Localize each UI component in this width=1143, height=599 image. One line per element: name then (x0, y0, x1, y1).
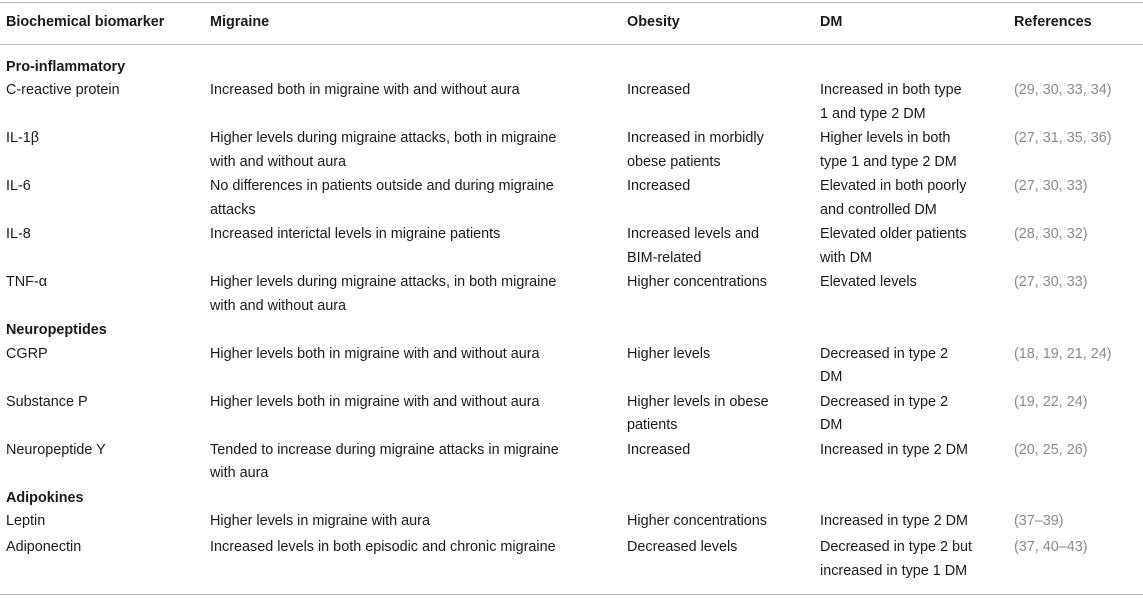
cell-dm-line: Decreased in type 2 but (820, 539, 972, 556)
cell-migraine-line: Increased levels in both episodic and chronic migraine (210, 539, 556, 556)
cell-migraine-line: with aura (210, 465, 269, 482)
cell-dm-line: Decreased in type 2 (820, 393, 948, 410)
header-rule (0, 44, 1143, 45)
cell-obesity-line: BIM-related (627, 249, 702, 266)
cell-dm-line: 1 and type 2 DM (820, 105, 926, 122)
cell-references (1014, 391, 1088, 414)
cell-migraine-line: attacks (210, 201, 256, 218)
cell-obesity (627, 439, 690, 462)
cell-migraine-line: Higher levels both in migraine with and without aura (210, 345, 540, 362)
cell-dm (820, 439, 968, 462)
cell-obesity-line: Higher concentrations (627, 274, 767, 291)
header-biochemical-biomarker: Biochemical biomarker (6, 14, 165, 30)
header-obesity: Obesity (627, 14, 680, 30)
cell-dm (820, 127, 957, 174)
header-references: References (1014, 14, 1092, 30)
cell-obesity-line: Higher levels (627, 345, 711, 362)
cell-migraine-line: with and without aura (210, 297, 346, 314)
cell-biomarker: Leptin (6, 513, 46, 530)
cell-migraine (210, 510, 430, 533)
cell-dm-line: increased in type 1 DM (820, 562, 968, 579)
cell-obesity (627, 127, 764, 174)
section-title: Neuropeptides (6, 322, 107, 339)
cell-obesity (627, 391, 769, 438)
cell-obesity-line: Increased levels and (627, 226, 759, 243)
header-migraine: Migraine (210, 14, 270, 30)
cell-migraine (210, 271, 556, 318)
cell-migraine (210, 536, 556, 559)
cell-references-line: (27, 30, 33) (1014, 178, 1088, 195)
cell-references (1014, 343, 1112, 366)
cell-dm-line: Elevated levels (820, 274, 917, 291)
cell-migraine (210, 391, 540, 414)
cell-references-line: (19, 22, 24) (1014, 393, 1088, 410)
table-top-rule (0, 2, 1143, 3)
cell-dm-line: DM (820, 369, 843, 386)
cell-references (1014, 536, 1088, 559)
cell-obesity-line: Increased (627, 82, 691, 99)
cell-migraine-line: Tended to increase during migraine attacks in migraine (210, 441, 559, 458)
cell-references (1014, 175, 1088, 198)
cell-references (1014, 510, 1064, 533)
cell-obesity-line: Increased in morbidly (627, 130, 764, 147)
cell-biomarker: Substance P (6, 393, 88, 410)
cell-dm-line: type 1 and type 2 DM (820, 153, 957, 170)
cell-references-line: (27, 30, 33) (1014, 274, 1088, 291)
cell-references-line: (18, 19, 21, 24) (1014, 345, 1112, 362)
cell-migraine-line: Higher levels during migraine attacks, in both migraine (210, 274, 557, 291)
cell-migraine-line: with and without aura (210, 153, 346, 170)
cell-migraine-line: Increased interictal levels in migraine patients (210, 226, 501, 243)
cell-migraine (210, 223, 500, 246)
cell-references (1014, 271, 1088, 294)
cell-biomarker: IL-8 (6, 226, 31, 243)
cell-dm (820, 79, 962, 126)
cell-obesity (627, 536, 737, 559)
cell-dm-line: Increased in type 2 DM (820, 441, 968, 458)
cell-migraine-line: Increased both in migraine with and without aura (210, 82, 520, 99)
cell-dm (820, 343, 948, 390)
cell-references-line: (37, 40–43) (1014, 539, 1088, 556)
section-title: Adipokines (6, 489, 84, 506)
cell-dm (820, 175, 966, 222)
cell-biomarker: CGRP (6, 345, 48, 362)
cell-dm (820, 510, 968, 533)
cell-migraine (210, 79, 520, 102)
cell-references (1014, 79, 1112, 102)
cell-obesity (627, 79, 690, 102)
cell-references (1014, 439, 1088, 462)
cell-obesity (627, 223, 759, 270)
cell-dm (820, 536, 972, 583)
cell-dm-line: Higher levels in both (820, 130, 951, 147)
cell-obesity (627, 510, 767, 533)
cell-migraine-line: Higher levels in migraine with aura (210, 513, 430, 530)
cell-dm (820, 223, 966, 270)
cell-biomarker: Neuropeptide Y (6, 441, 106, 458)
cell-dm-line: Elevated in both poorly (820, 178, 967, 195)
table-bottom-rule (0, 594, 1143, 595)
cell-dm-line: with DM (820, 249, 872, 266)
cell-obesity-line: Increased (627, 178, 691, 195)
cell-dm-line: Increased in type 2 DM (820, 513, 968, 530)
cell-obesity-line: Decreased levels (627, 539, 738, 556)
cell-biomarker: Adiponectin (6, 539, 82, 556)
cell-biomarker: IL-1β (6, 130, 40, 147)
cell-references (1014, 127, 1112, 150)
cell-dm (820, 391, 948, 438)
cell-dm (820, 271, 917, 294)
header-dm: DM (820, 14, 843, 30)
cell-biomarker: C-reactive protein (6, 82, 120, 99)
cell-references-line: (37–39) (1014, 513, 1064, 530)
cell-references-line: (28, 30, 32) (1014, 226, 1088, 243)
cell-references-line: (29, 30, 33, 34) (1014, 82, 1112, 99)
section-title: Pro-inflammatory (6, 59, 126, 75)
cell-obesity (627, 175, 690, 198)
cell-migraine (210, 343, 540, 366)
cell-dm-line: and controlled DM (820, 201, 937, 218)
cell-obesity-line: obese patients (627, 153, 721, 170)
cell-migraine (210, 439, 559, 486)
cell-obesity (627, 343, 710, 366)
cell-migraine-line: Higher levels during migraine attacks, both in migraine (210, 130, 557, 147)
cell-references-line: (27, 31, 35, 36) (1014, 130, 1112, 147)
cell-migraine (210, 175, 554, 222)
cell-obesity-line: Higher concentrations (627, 513, 767, 530)
cell-references-line: (20, 25, 26) (1014, 441, 1088, 458)
cell-migraine-line: Higher levels both in migraine with and without aura (210, 393, 540, 410)
cell-migraine-line: No differences in patients outside and during migraine (210, 178, 554, 195)
cell-dm-line: Increased in both type (820, 82, 962, 99)
cell-dm-line: Elevated older patients (820, 226, 967, 243)
cell-migraine (210, 127, 556, 174)
cell-biomarker: IL-6 (6, 178, 31, 195)
cell-obesity-line: patients (627, 417, 678, 434)
cell-obesity-line: Increased (627, 441, 691, 458)
cell-references (1014, 223, 1088, 246)
cell-obesity-line: Higher levels in obese (627, 393, 769, 410)
cell-biomarker: TNF-α (6, 274, 48, 291)
cell-dm-line: DM (820, 417, 843, 434)
cell-dm-line: Decreased in type 2 (820, 345, 948, 362)
cell-obesity (627, 271, 767, 294)
